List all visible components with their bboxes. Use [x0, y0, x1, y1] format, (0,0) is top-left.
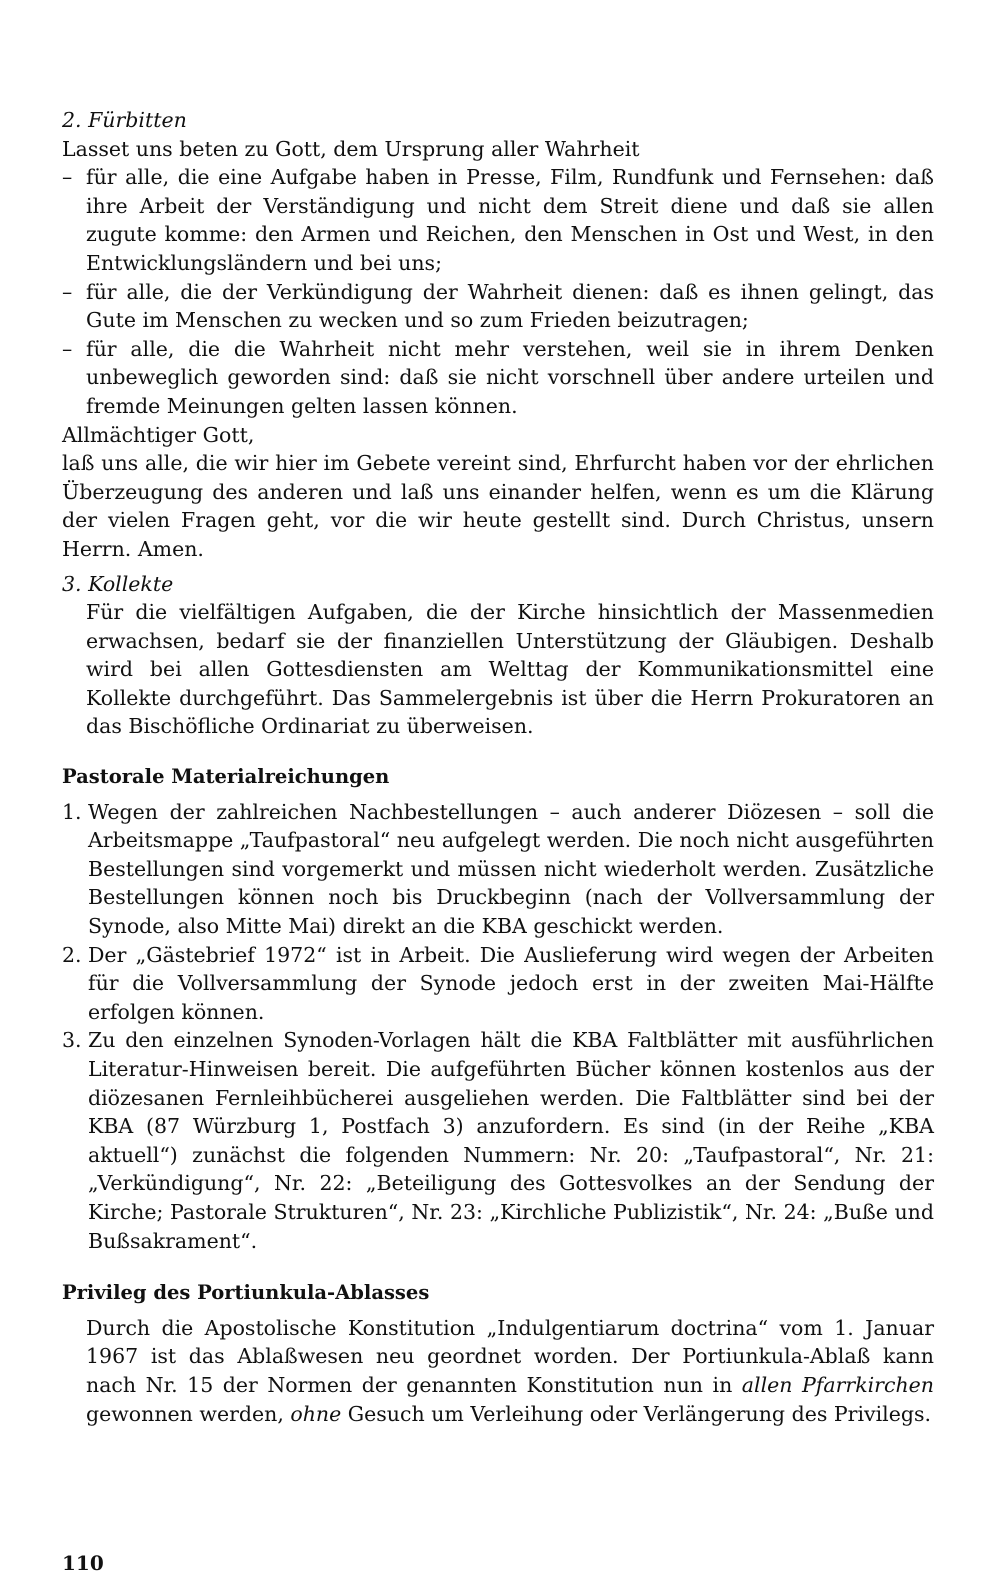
material-item: [62, 1026, 934, 1255]
privileg-text-part: Gesuch um Verleihung oder Verlängerung des Privilegs.: [341, 1401, 931, 1426]
item-number: 3.: [62, 1028, 82, 1053]
privileg-text-part: Durch die Apostolische Konstitution „Indulgentiarum doctrina“ vom 1. Januar 1967 ist das Ablaßwesen neu geordnet worden. Der Portiunkula-Ablaß kann nach Nr. 15 der Normen der genannten Konstitution nun in: [86, 1315, 934, 1397]
document-page: [62, 106, 934, 1428]
dash-marker: –: [62, 165, 73, 190]
page-number: 110: [62, 1551, 104, 1575]
fuerbitte-text: für alle, die der Verkündigung der Wahrheit dienen: daß es ihnen gelingt, das Gute im Menschen zu wecken und so zum Frieden beizutragen;: [86, 279, 934, 333]
privileg-text: [62, 1314, 934, 1428]
fuerbitte-text: für alle, die eine Aufgabe haben in Presse, Film, Rundfunk und Fernsehen: daß ihre Arbeit der Verständigung und nicht dem Streit diene und daß sie allen zugute komme: den Armen und Reichen, den Menschen in Ost und West, in den Entwicklungsländern und bei uns;: [86, 165, 934, 275]
item-number: 2.: [62, 942, 82, 967]
fuerbitten-intro: Lasset uns beten zu Gott, dem Ursprung aller Wahrheit: [62, 136, 640, 161]
item-number: 1.: [62, 799, 82, 824]
material-item: [62, 941, 934, 1027]
fuerbitten-heading: 2. Fürbitten: [62, 108, 187, 132]
fuerbitte-text: für alle, die die Wahrheit nicht mehr verstehen, weil sie in ihrem Denken unbeweglich geworden sind: daß sie nicht vorschnell über andere urteilen und fremde Meinungen gelten lassen können.: [86, 336, 934, 418]
material-text: Wegen der zahlreichen Nachbestellungen – auch anderer Diözesen – soll die Arbeitsmappe „Taufpastoral“ neu aufgelegt werden. Die noch nicht ausgeführten Bestellungen sind vorgemerkt und müssen nicht wiederholt werden. Zusätzliche Bestellungen können noch bis Druckbeginn (nach der Vollversammlung der Synode, also Mitte Mai) direkt an die KBA geschickt werden.: [88, 799, 934, 939]
dash-marker: –: [62, 336, 73, 361]
fuerbitte-item: [62, 278, 934, 335]
privileg-emphasis: ohne: [290, 1401, 342, 1426]
privileg-heading: Privileg des Portiunkula-Ablasses: [62, 1281, 430, 1305]
fuerbitte-item: [62, 163, 934, 277]
kollekte-heading: 3. Kollekte: [62, 571, 174, 596]
privileg-text-part: gewonnen werden,: [86, 1401, 291, 1426]
material-text: Der „Gästebrief 1972“ ist in Arbeit. Die Auslieferung wird wegen der Arbeiten für die Vollversammlung der Synode jedoch erst in der zweiten Mai-Hälfte erfolgen können.: [88, 942, 934, 1024]
material-text: Zu den einzelnen Synoden-Vorlagen hält die KBA Faltblätter mit ausführlichen Literatur-Hinweisen bereit. Die aufgeführten Bücher können kostenlos aus der diözesanen Fernleihbücherei ausgeliehen werden. Die Faltblätter sind bei der KBA (87 Würzburg 1, Postfach 3) anzufordern. Es sind (in der Reihe „KBA aktuell“) zunächst die folgenden Nummern: Nr. 20: „Taufpastoral“, Nr. 21: „Verkündigung“, Nr. 22: „Beteiligung des Gottesvolkes an der Sendung der Kirche; Pastorale Strukturen“, Nr. 23: „Kirchliche Publizistik“, Nr. 24: „Buße und Bußsakrament“.: [88, 1028, 934, 1253]
material-heading: Pastorale Materialreichungen: [62, 765, 390, 789]
closing-address: Allmächtiger Gott,: [62, 422, 255, 447]
closing-prayer: laß uns alle, die wir hier im Gebete vereint sind, Ehrfurcht haben vor der ehrlichen Überzeugung des anderen und laß uns einander helfen, wenn es um die Klärung der vielen Fragen geht, vor die wir heute gestellt sind. Durch Christus, unsern Herrn. Amen.: [62, 451, 934, 561]
kollekte-text: Für die vielfältigen Aufgaben, die der Kirche hinsichtlich der Massenmedien erwachsen, bedarf sie der finanziellen Unterstützung der Gläubigen. Deshalb wird bei allen Gottesdiensten am Welttag der Kommunikationsmittel eine Kollekte durchgeführt. Das Sammelergebnis ist über die Herrn Prokuratoren an das Bischöfliche Ordinariat zu überweisen.: [86, 600, 934, 739]
fuerbitte-item: [62, 335, 934, 421]
material-item: [62, 798, 934, 941]
dash-marker: –: [62, 279, 73, 304]
privileg-emphasis: allen Pfarrkirchen: [741, 1372, 934, 1397]
